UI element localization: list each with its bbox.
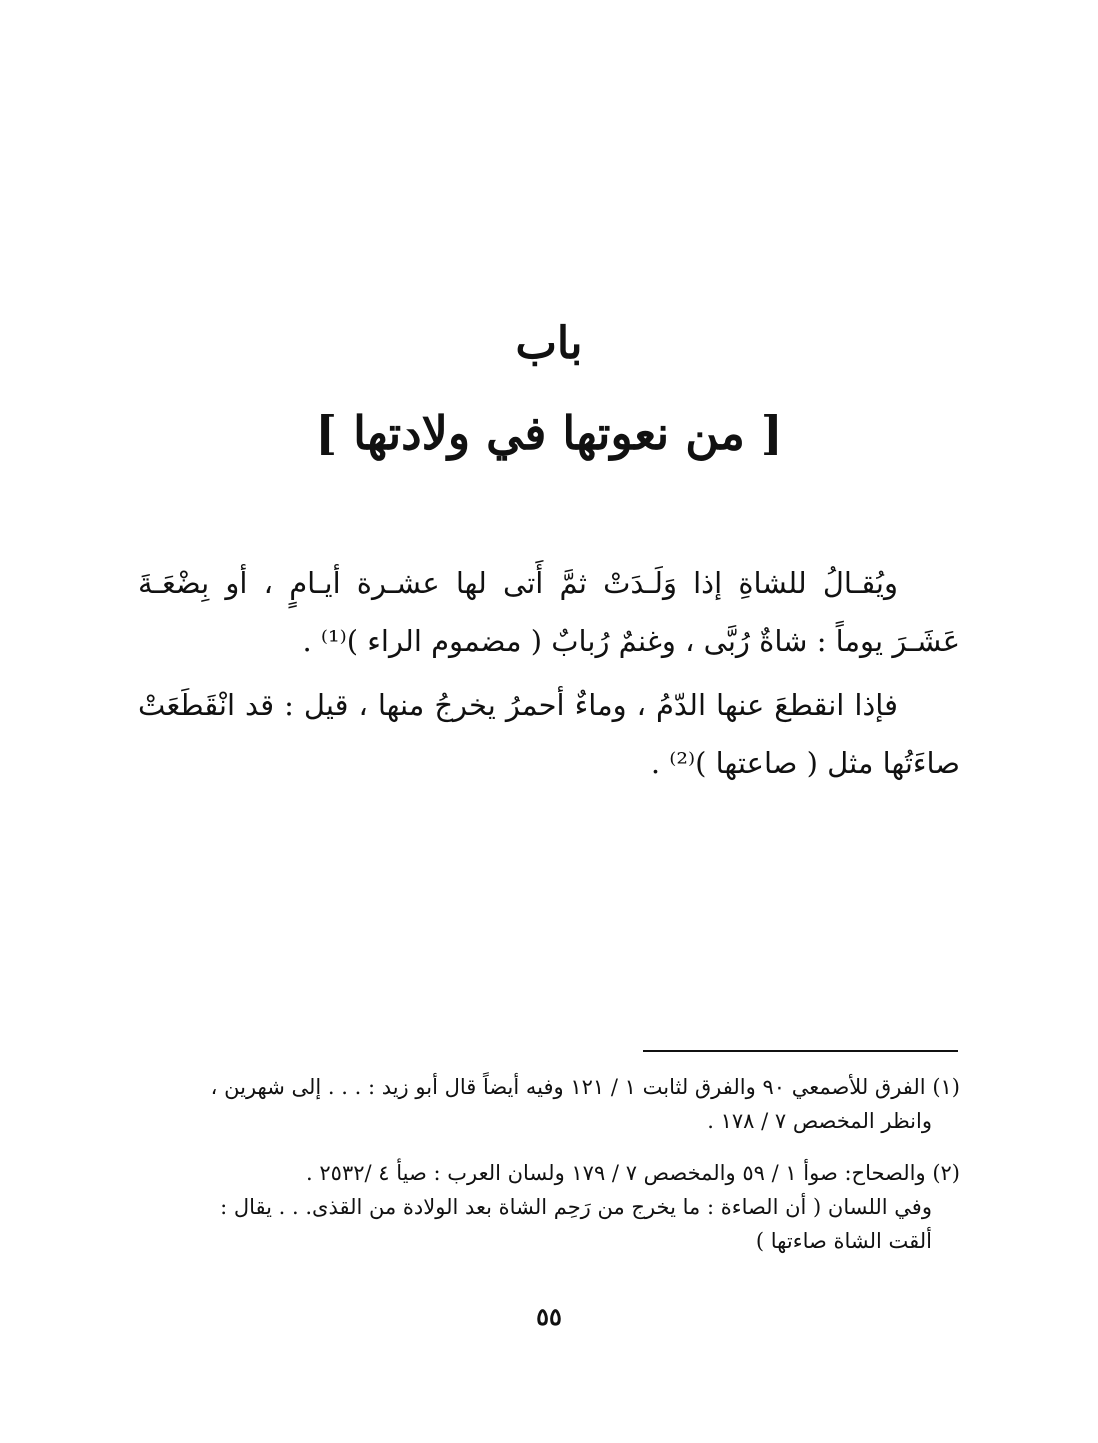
footnote-2-line-1: (٢) والصحاح: صوأ ١ / ٥٩ والمخصص ٧ / ١٧٩ ولسان العرب : صيأ ٤ /٢٥٣٢ . xyxy=(306,1161,960,1185)
page-number: ٥٥ xyxy=(536,1302,562,1331)
footnote-2-line-2: وفي اللسان ( أن الصاءة : ما يخرج من رَحِم الشاة بعد الولادة من القذى. . . يقال : xyxy=(220,1195,932,1219)
footnote-divider xyxy=(643,1050,958,1052)
chapter-title: [ من نعوتها في ولادتها ] xyxy=(315,406,783,460)
chapter-word: باب xyxy=(515,318,583,369)
footnote-1 xyxy=(138,1070,960,1138)
footnote-1-line-2: وانظر المخصص ٧ / ١٧٨ . xyxy=(707,1109,932,1133)
body-paragraph-2: فإذا انقطعَ عنها الدّمُ ، وماءٌ أحمرُ يخرجُ منها ، قيل : قد انْقَطَعَتْ صاءَتُها مثل ( صاعتها )⁽²⁾ . xyxy=(138,688,960,780)
body-paragraph-1: ويُقـالُ للشاةِ إذا وَلَـدَتْ ثمَّ أَتى لها عشـرة أيـامٍ ، أو بِضْعَـةَ عَشَـرَ يوماً : شاةٌ رُبَّى ، وغنمٌ رُبابٌ ( مضموم الراء )⁽¹⁾ . xyxy=(138,566,960,658)
footnote-1-line-1: (١) الفرق للأصمعي ٩٠ والفرق لثابت ١ / ١٢١ وفيه أيضاً قال أبو زيد : . . . إلى شهرين ، xyxy=(210,1075,960,1099)
footnote-2 xyxy=(138,1156,960,1258)
footnote-2-line-3: ألقت الشاة صاءتها ) xyxy=(755,1229,932,1253)
